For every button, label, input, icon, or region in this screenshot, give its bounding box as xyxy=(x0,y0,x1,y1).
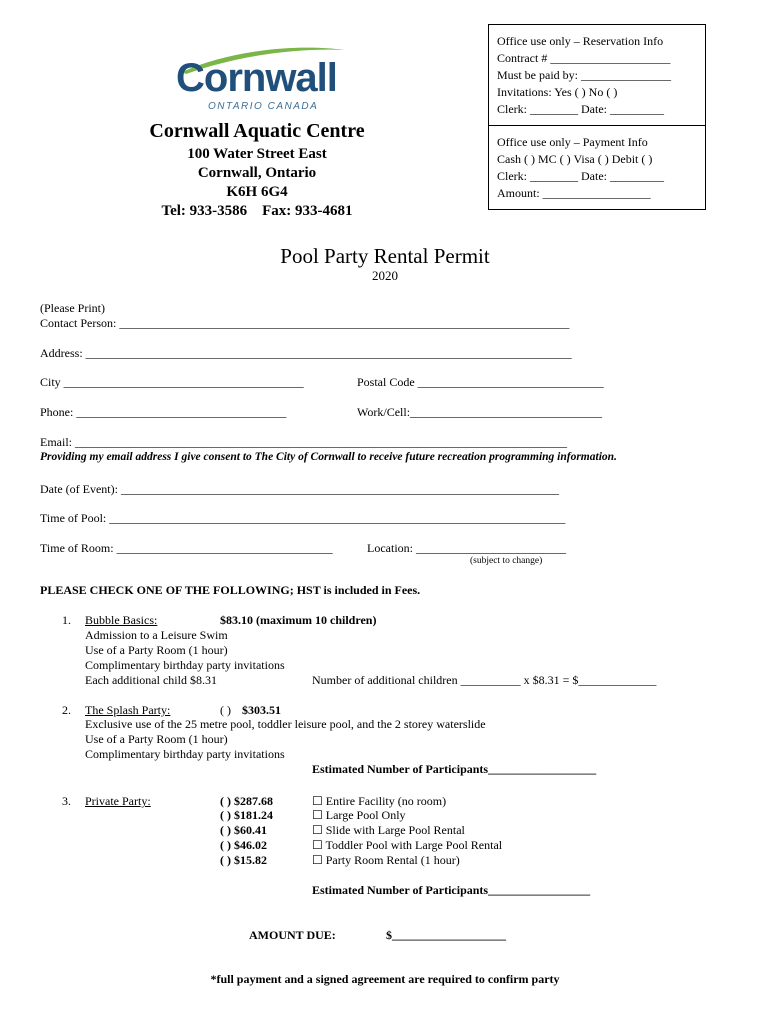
option2-name: The Splash Party: xyxy=(85,703,171,717)
option1-line: Admission to a Leisure Swim xyxy=(85,628,228,642)
option2-line: Complimentary birthday party invitations xyxy=(85,747,285,761)
time-of-room-field[interactable]: Time of Room: ____________________________________ xyxy=(40,541,333,555)
option3-item[interactable]: ☐ Toddler Pool with Large Pool Rental xyxy=(312,838,503,852)
option2-number: 2. xyxy=(62,703,71,717)
office-divider xyxy=(489,125,705,126)
year: 2020 xyxy=(372,268,398,283)
location-field[interactable]: Location: _________________________ xyxy=(367,541,566,555)
logo-subtitle: ONTARIO CANADA xyxy=(208,101,319,112)
option1-line: Use of a Party Room (1 hour) xyxy=(85,643,228,657)
phone-field[interactable]: Phone: ___________________________________ xyxy=(40,405,287,419)
org-name: Cornwall Aquatic Centre xyxy=(149,120,365,142)
office-must-pay: Must be paid by: _______________ xyxy=(497,68,671,82)
work-cell-field[interactable]: Work/Cell:________________________________ xyxy=(357,405,603,419)
postal-code-field[interactable]: Postal Code _______________________________ xyxy=(357,375,604,389)
office-clerk-date: Clerk: ________ Date: _________ xyxy=(497,102,664,116)
office-use-box xyxy=(488,24,706,210)
office-payment-title: Office use only – Payment Info xyxy=(497,135,648,149)
postal-code: K6H 6G4 xyxy=(226,184,288,200)
option3-item[interactable]: ☐ Slide with Large Pool Rental xyxy=(312,823,465,837)
option1-name: Bubble Basics: xyxy=(85,613,158,627)
please-print: (Please Print) xyxy=(40,301,105,315)
street-address: 100 Water Street East xyxy=(187,146,327,162)
contact-person-field[interactable]: Contact Person: ___________________________________________________________________________ xyxy=(40,316,570,330)
page-title: Pool Party Rental Permit xyxy=(280,244,490,268)
office-contract: Contract # ____________________ xyxy=(497,51,671,65)
office-reservation-title: Office use only – Reservation Info xyxy=(497,34,664,48)
city-address: Cornwall, Ontario xyxy=(197,165,317,181)
office-invitations: Invitations: Yes ( ) No ( ) xyxy=(497,85,618,99)
option2-checkbox[interactable]: ( ) xyxy=(220,703,231,717)
additional-children-field[interactable]: Number of additional children __________ x $8.31 = $_____________ xyxy=(312,673,657,687)
option3-item[interactable]: ☐ Entire Facility (no room) xyxy=(312,794,447,808)
option2-estimated-participants[interactable]: Estimated Number of Participants__________________ xyxy=(312,762,597,776)
check-heading: PLEASE CHECK ONE OF THE FOLLOWING; HST is included in Fees. xyxy=(40,583,421,597)
address-field[interactable]: Address: _________________________________________________________________________________ xyxy=(40,346,572,360)
email-field[interactable]: Email: __________________________________________________________________________________ xyxy=(40,435,567,449)
city-field[interactable]: City ________________________________________ xyxy=(40,375,304,389)
option3-price[interactable]: ( ) $287.68 xyxy=(220,794,273,808)
amount-due-label: AMOUNT DUE: xyxy=(249,928,336,942)
date-of-event-field[interactable]: Date (of Event): _________________________________________________________________________ xyxy=(40,482,559,496)
footer-note: *full payment and a signed agreement are required to confirm party xyxy=(210,972,560,986)
amount-due-field[interactable]: $___________________ xyxy=(386,928,506,942)
office-payment-methods: Cash ( ) MC ( ) Visa ( ) Debit ( ) xyxy=(497,152,653,166)
option1-price: $83.10 (maximum 10 children) xyxy=(220,613,377,627)
option3-number: 3. xyxy=(62,794,71,808)
office-payment-clerk: Clerk: ________ Date: _________ xyxy=(497,169,664,183)
option3-price[interactable]: ( ) $46.02 xyxy=(220,838,267,852)
option3-item[interactable]: ☐ Party Room Rental (1 hour) xyxy=(312,853,460,867)
office-amount: Amount: __________________ xyxy=(497,186,651,200)
option3-price[interactable]: ( ) $60.41 xyxy=(220,823,267,837)
option1-line: Complimentary birthday party invitations xyxy=(85,658,285,672)
option2-line: Exclusive use of the 25 metre pool, toddler leisure pool, and the 2 storey waterslide xyxy=(85,717,486,731)
email-consent-note: Providing my email address I give consent to The City of Cornwall to receive future recreation programming information. xyxy=(40,451,617,463)
logo-wordmark: Cornwall xyxy=(176,56,337,100)
time-of-pool-field[interactable]: Time of Pool: ____________________________________________________________________________ xyxy=(40,511,566,525)
option3-item[interactable]: ☐ Large Pool Only xyxy=(312,808,406,822)
option3-estimated-participants[interactable]: Estimated Number of Participants_________________ xyxy=(312,883,591,897)
phone-fax: Tel: 933-3586 Fax: 933-4681 xyxy=(161,203,353,219)
subject-to-change: (subject to change) xyxy=(470,556,543,566)
option3-price[interactable]: ( ) $181.24 xyxy=(220,808,273,822)
option1-number: 1. xyxy=(62,613,71,627)
option3-name: Private Party: xyxy=(85,794,151,808)
option2-price: $303.51 xyxy=(242,703,281,717)
option3-price[interactable]: ( ) $15.82 xyxy=(220,853,267,867)
cornwall-logo xyxy=(172,44,352,116)
option2-line: Use of a Party Room (1 hour) xyxy=(85,732,228,746)
option1-line: Each additional child $8.31 xyxy=(85,673,217,687)
